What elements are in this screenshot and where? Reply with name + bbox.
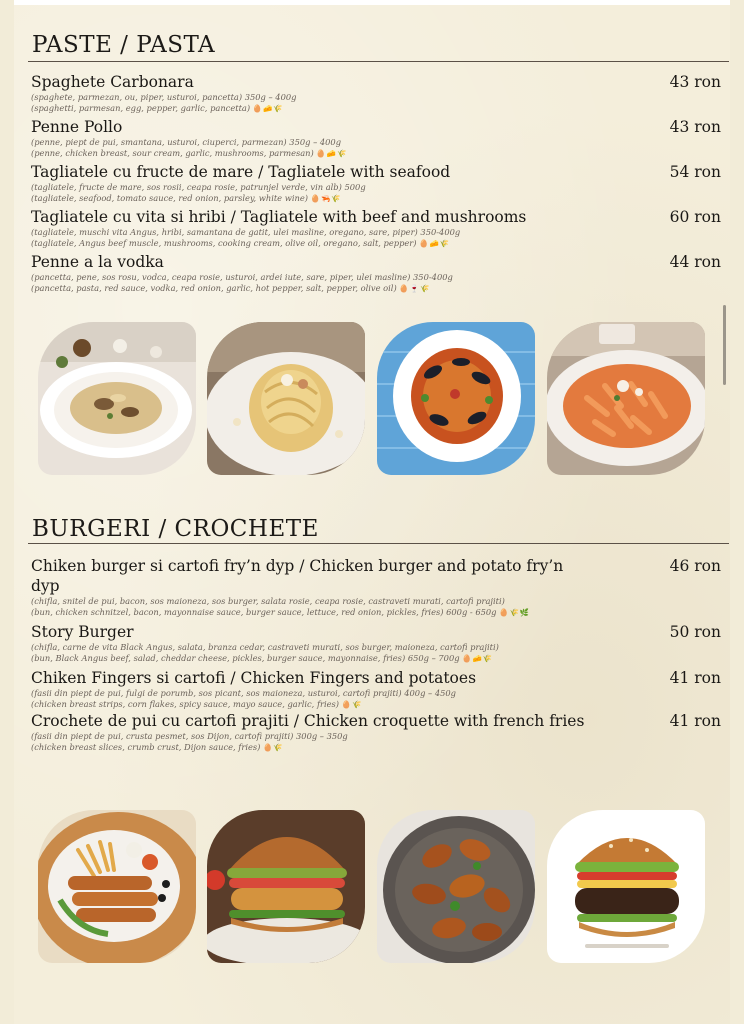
menu-item bbox=[31, 711, 721, 753]
item-name: Tagliatele cu vita si hribi / Tagliatele with beef and mushrooms bbox=[31, 208, 527, 226]
carbonara-photo bbox=[207, 322, 365, 475]
item-description-en: (tagliatele, Angus beef muscle, mushrooms, cooking cream, olive oil, oregano, salt, pepper) 🥚🧀🌾 bbox=[31, 237, 451, 248]
item-price: 43 ron bbox=[669, 73, 721, 91]
item-name: Tagliatele cu fructe de mare / Tagliatele with seafood bbox=[31, 163, 451, 181]
item-name: Chiken Fingers si cartofi / Chicken Fingers and potatoes bbox=[31, 669, 477, 687]
item-price: 54 ron bbox=[669, 163, 721, 181]
item-description-ro: (pancetta, pene, sos rosu, vodca, ceapa rosie, usturoi, ardei iute, sare, piper, ulei masline) 350-400g bbox=[31, 272, 453, 282]
item-description-ro: (fasii din piept de pui, fulgi de porumb, sos picant, sos maioneza, usturoi, cartofi prajiti) 400g – 450g bbox=[31, 688, 456, 698]
item-description-en: (tagliatele, seafood, tomato sauce, red onion, parsley, white wine) 🥚🦐🌾 bbox=[31, 192, 342, 203]
item-description-en: (chicken breast slices, crumb crust, Dijon sauce, fries) 🥚🌾 bbox=[31, 741, 284, 752]
allergen-icons: 🥚🌾 bbox=[341, 699, 363, 709]
item-name: Chiken burger si cartofi fry’n dyp / Chicken burger and potato fry’n dyp bbox=[31, 557, 564, 595]
menu-item bbox=[31, 207, 721, 249]
section-divider bbox=[28, 543, 729, 544]
menu-item bbox=[31, 622, 721, 664]
item-price: 41 ron bbox=[669, 712, 721, 730]
item-price: 60 ron bbox=[669, 208, 721, 226]
item-name: Penne a la vodka bbox=[31, 253, 164, 271]
item-price: 43 ron bbox=[669, 118, 721, 136]
menu-item bbox=[31, 72, 721, 114]
allergen-icons: 🥚🌾🌿 bbox=[499, 607, 531, 617]
item-price: 44 ron bbox=[669, 253, 721, 271]
menu-page bbox=[14, 0, 730, 1024]
story-burger-photo bbox=[547, 810, 705, 963]
scrollbar[interactable] bbox=[723, 305, 726, 385]
allergen-icons: 🥚🍷🌾 bbox=[399, 283, 431, 293]
item-description-ro: (chifla, snitel de pui, bacon, sos maioneza, sos burger, salata rosie, ceapa rosie, castraveti murati, cartofi prajiti) bbox=[31, 596, 505, 606]
item-description-en: (spaghetti, parmesan, egg, pepper, garlic, pancetta) 🥚🧀🌾 bbox=[31, 102, 284, 113]
item-description-en: (pancetta, pasta, red sauce, vodka, red onion, garlic, hot pepper, salt, pepper, olive oil) 🥚🍷🌾 bbox=[31, 282, 431, 293]
item-price: 46 ron bbox=[669, 557, 721, 575]
item-description-en: (penne, chicken breast, sour cream, garlic, mushrooms, parmesan) 🥚🧀🌾 bbox=[31, 147, 348, 158]
item-price: 41 ron bbox=[669, 669, 721, 687]
item-description-ro: (chifla, carne de vita Black Angus, salata, branza cedar, castraveti murati, sos burger, maioneza, cartofi prajiti) bbox=[31, 642, 499, 652]
menu-item bbox=[31, 556, 721, 618]
allergen-icons: 🥚🧀🌾 bbox=[316, 148, 348, 158]
item-name: Story Burger bbox=[31, 623, 134, 641]
allergen-icons: 🥚🧀🌾 bbox=[252, 103, 284, 113]
item-name: Penne Pollo bbox=[31, 118, 123, 136]
allergen-icons: 🥚🦐🌾 bbox=[310, 193, 342, 203]
item-description-ro: (tagliatele, muschi vita Angus, hribi, samantana de gatit, ulei masline, oregano, sare, piper) 350-400g bbox=[31, 227, 461, 237]
allergen-icons: 🥚🌾 bbox=[263, 742, 284, 752]
chicken-burger-photo bbox=[207, 810, 365, 963]
menu-item bbox=[31, 668, 721, 710]
item-description-ro: (tagliatele, fructe de mare, sos rosii, ceapa rosie, patrunjel verde, vin alb) 500g bbox=[31, 182, 366, 192]
allergen-icons: 🥚🧀🌾 bbox=[419, 238, 451, 248]
chicken-fingers-photo bbox=[38, 810, 196, 963]
item-description-en: (chicken breast strips, corn flakes, spicy sauce, mayo sauce, garlic, fries) 🥚🌾 bbox=[31, 698, 363, 709]
item-description-ro: (spaghete, parmezan, ou, piper, usturoi, pancetta) 350g – 400g bbox=[31, 92, 297, 102]
item-price: 50 ron bbox=[669, 623, 721, 641]
item-name: Spaghete Carbonara bbox=[31, 73, 194, 91]
allergen-icons: 🥚🧀🌾 bbox=[462, 653, 494, 663]
menu-item bbox=[31, 162, 721, 204]
item-description-en: (bun, chicken schnitzel, bacon, mayonnaise sauce, burger sauce, lettuce, red onion, pickles, fries) 600g - 650g 🥚🌾🌿 bbox=[31, 606, 531, 617]
chicken-croquettes-photo bbox=[377, 810, 535, 963]
section-title-burgers: BURGERI / CROCHETE bbox=[32, 516, 319, 542]
item-description-en: (bun, Black Angus beef, salad, cheddar cheese, pickles, burger sauce, mayonnaise, fries) 650g – 700g 🥚🧀🌾 bbox=[31, 652, 494, 663]
menu-item bbox=[31, 252, 721, 294]
section-title-pasta: PASTE / PASTA bbox=[32, 32, 216, 58]
penne-pollo-photo bbox=[38, 322, 196, 475]
penne-vodka-photo bbox=[547, 322, 705, 475]
menu-item bbox=[31, 117, 721, 159]
seafood-pasta-photo bbox=[377, 322, 535, 475]
item-description-ro: (penne, piept de pui, smantana, usturoi, ciuperci, parmezan) 350g – 400g bbox=[31, 137, 342, 147]
item-description-ro: (fasii din piept de pui, crusta pesmet, sos Dijon, cartofi prajiti) 300g – 350g bbox=[31, 731, 348, 741]
section-divider bbox=[28, 61, 729, 62]
item-name: Crochete de pui cu cartofi prajiti / Chicken croquette with french fries bbox=[31, 712, 585, 730]
top-bar bbox=[14, 0, 730, 5]
